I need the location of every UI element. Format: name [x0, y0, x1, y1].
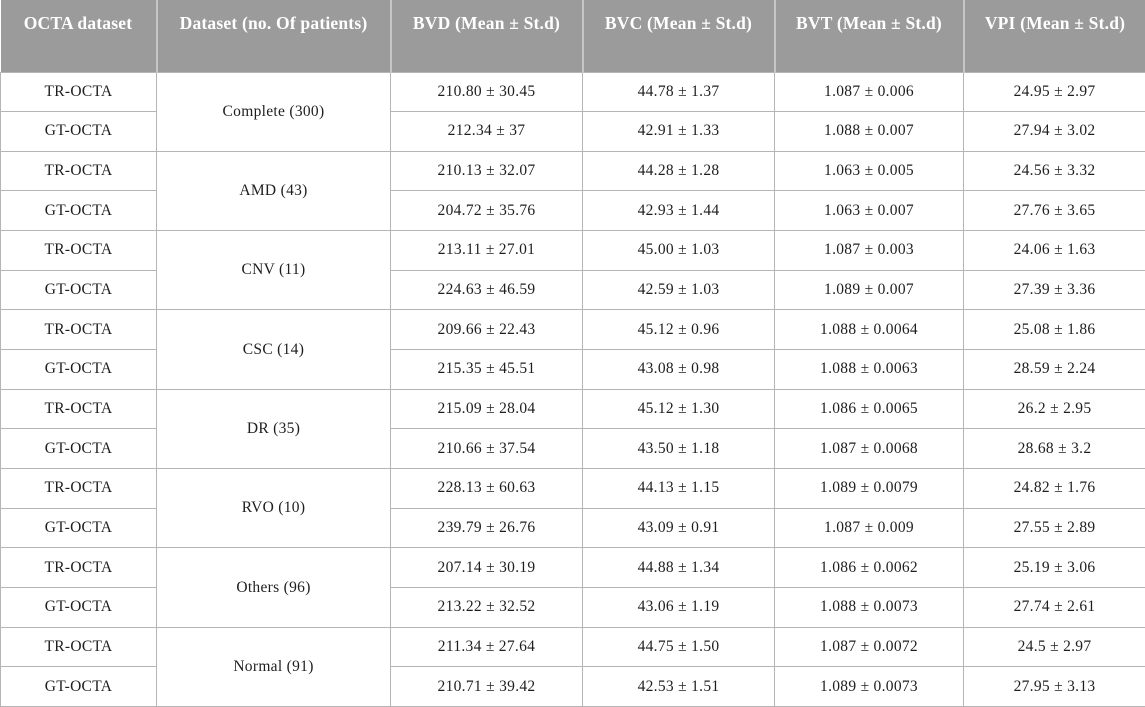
octa-dataset-cell: TR-OCTA — [1, 310, 157, 350]
bvc-cell: 43.09 ± 0.91 — [583, 508, 775, 548]
bvt-cell: 1.089 ± 0.0079 — [775, 469, 964, 509]
bvt-cell: 1.088 ± 0.0063 — [775, 350, 964, 390]
octa-dataset-cell: GT-OCTA — [1, 588, 157, 628]
bvt-cell: 1.086 ± 0.0062 — [775, 548, 964, 588]
vpi-cell: 28.68 ± 3.2 — [964, 429, 1145, 469]
bvd-cell: 213.22 ± 32.52 — [391, 588, 583, 628]
bvd-cell: 204.72 ± 35.76 — [391, 191, 583, 231]
table-header-row — [1, 0, 1145, 72]
table-row — [1, 72, 1145, 112]
octa-dataset-cell: TR-OCTA — [1, 72, 157, 112]
bvt-cell: 1.087 ± 0.003 — [775, 231, 964, 271]
column-header-dataset-patients: Dataset (no. Of patients) — [157, 0, 391, 72]
bvc-cell: 44.28 ± 1.28 — [583, 151, 775, 191]
bvt-cell: 1.089 ± 0.0073 — [775, 667, 964, 707]
vpi-cell: 28.59 ± 2.24 — [964, 350, 1145, 390]
vpi-cell: 27.94 ± 3.02 — [964, 112, 1145, 152]
column-header-bvt: BVT (Mean ± St.d) — [775, 0, 964, 72]
vpi-cell: 25.19 ± 3.06 — [964, 548, 1145, 588]
bvc-cell: 43.08 ± 0.98 — [583, 350, 775, 390]
octa-dataset-cell: TR-OCTA — [1, 548, 157, 588]
table-row — [1, 231, 1145, 271]
bvc-cell: 45.12 ± 0.96 — [583, 310, 775, 350]
bvt-cell: 1.089 ± 0.007 — [775, 270, 964, 310]
bvt-cell: 1.088 ± 0.0073 — [775, 588, 964, 628]
octa-dataset-cell: GT-OCTA — [1, 429, 157, 469]
octa-dataset-cell: GT-OCTA — [1, 270, 157, 310]
vpi-cell: 24.56 ± 3.32 — [964, 151, 1145, 191]
column-header-bvc: BVC (Mean ± St.d) — [583, 0, 775, 72]
octa-dataset-cell: TR-OCTA — [1, 151, 157, 191]
bvt-cell: 1.087 ± 0.0068 — [775, 429, 964, 469]
octa-dataset-cell: GT-OCTA — [1, 508, 157, 548]
dataset-group-cell: Complete (300) — [157, 72, 391, 151]
bvd-cell: 210.66 ± 37.54 — [391, 429, 583, 469]
bvc-cell: 45.00 ± 1.03 — [583, 231, 775, 271]
table-row — [1, 389, 1145, 429]
bvt-cell: 1.087 ± 0.009 — [775, 508, 964, 548]
table-row — [1, 469, 1145, 509]
bvd-cell: 207.14 ± 30.19 — [391, 548, 583, 588]
bvc-cell: 44.13 ± 1.15 — [583, 469, 775, 509]
vpi-cell: 27.39 ± 3.36 — [964, 270, 1145, 310]
bvc-cell: 43.06 ± 1.19 — [583, 588, 775, 628]
bvd-cell: 215.09 ± 28.04 — [391, 389, 583, 429]
dataset-group-cell: DR (35) — [157, 389, 391, 468]
bvt-cell: 1.086 ± 0.0065 — [775, 389, 964, 429]
bvc-cell: 42.91 ± 1.33 — [583, 112, 775, 152]
vpi-cell: 27.95 ± 3.13 — [964, 667, 1145, 707]
bvc-cell: 42.93 ± 1.44 — [583, 191, 775, 231]
bvt-cell: 1.088 ± 0.007 — [775, 112, 964, 152]
bvt-cell: 1.063 ± 0.007 — [775, 191, 964, 231]
bvt-cell: 1.087 ± 0.0072 — [775, 627, 964, 667]
octa-dataset-cell: TR-OCTA — [1, 627, 157, 667]
bvd-cell: 228.13 ± 60.63 — [391, 469, 583, 509]
table-row — [1, 627, 1145, 667]
bvd-cell: 210.13 ± 32.07 — [391, 151, 583, 191]
dataset-group-cell: CSC (14) — [157, 310, 391, 389]
bvd-cell: 210.80 ± 30.45 — [391, 72, 583, 112]
octa-dataset-cell: TR-OCTA — [1, 469, 157, 509]
bvd-cell: 224.63 ± 46.59 — [391, 270, 583, 310]
vpi-cell: 27.55 ± 2.89 — [964, 508, 1145, 548]
bvc-cell: 42.53 ± 1.51 — [583, 667, 775, 707]
bvd-cell: 210.71 ± 39.42 — [391, 667, 583, 707]
vpi-cell: 24.06 ± 1.63 — [964, 231, 1145, 271]
bvc-cell: 44.75 ± 1.50 — [583, 627, 775, 667]
octa-dataset-cell: GT-OCTA — [1, 112, 157, 152]
bvc-cell: 44.88 ± 1.34 — [583, 548, 775, 588]
bvd-cell: 215.35 ± 45.51 — [391, 350, 583, 390]
octa-dataset-cell: TR-OCTA — [1, 389, 157, 429]
bvc-cell: 45.12 ± 1.30 — [583, 389, 775, 429]
bvt-cell: 1.087 ± 0.006 — [775, 72, 964, 112]
bvd-cell: 239.79 ± 26.76 — [391, 508, 583, 548]
column-header-vpi: VPI (Mean ± St.d) — [964, 0, 1145, 72]
bvc-cell: 44.78 ± 1.37 — [583, 72, 775, 112]
vpi-cell: 25.08 ± 1.86 — [964, 310, 1145, 350]
dataset-group-cell: Others (96) — [157, 548, 391, 627]
vpi-cell: 26.2 ± 2.95 — [964, 389, 1145, 429]
vpi-cell: 27.74 ± 2.61 — [964, 588, 1145, 628]
vpi-cell: 24.5 ± 2.97 — [964, 627, 1145, 667]
octa-dataset-cell: GT-OCTA — [1, 191, 157, 231]
table-row — [1, 548, 1145, 588]
bvt-cell: 1.088 ± 0.0064 — [775, 310, 964, 350]
bvd-cell: 212.34 ± 37 — [391, 112, 583, 152]
bvt-cell: 1.063 ± 0.005 — [775, 151, 964, 191]
bvd-cell: 209.66 ± 22.43 — [391, 310, 583, 350]
vpi-cell: 27.76 ± 3.65 — [964, 191, 1145, 231]
bvd-cell: 213.11 ± 27.01 — [391, 231, 583, 271]
table-row — [1, 151, 1145, 191]
dataset-group-cell: AMD (43) — [157, 151, 391, 230]
table-row — [1, 310, 1145, 350]
octa-dataset-cell: GT-OCTA — [1, 350, 157, 390]
bvd-cell: 211.34 ± 27.64 — [391, 627, 583, 667]
bvc-cell: 42.59 ± 1.03 — [583, 270, 775, 310]
octa-dataset-cell: TR-OCTA — [1, 231, 157, 271]
vpi-cell: 24.95 ± 2.97 — [964, 72, 1145, 112]
octa-dataset-cell: GT-OCTA — [1, 667, 157, 707]
dataset-group-cell: Normal (91) — [157, 627, 391, 706]
column-header-octa-dataset: OCTA dataset — [1, 0, 157, 72]
bvc-cell: 43.50 ± 1.18 — [583, 429, 775, 469]
dataset-group-cell: RVO (10) — [157, 469, 391, 548]
column-header-bvd: BVD (Mean ± St.d) — [391, 0, 583, 72]
vpi-cell: 24.82 ± 1.76 — [964, 469, 1145, 509]
dataset-group-cell: CNV (11) — [157, 231, 391, 310]
